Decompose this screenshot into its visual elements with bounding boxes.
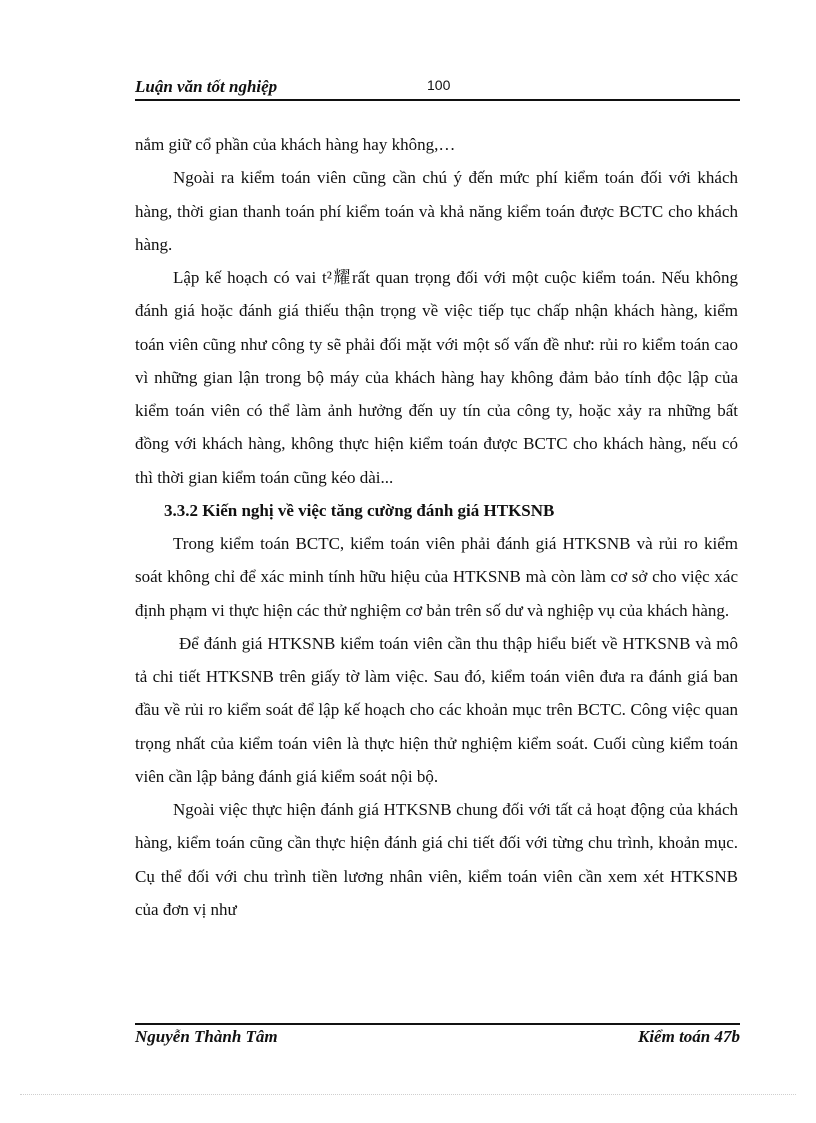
paragraph-audit-fee: Ngoài ra kiểm toán viên cũng cần chú ý đến mức phí kiểm toán đối với khách hàng, thời gian thanh toán phí kiểm toán và khả năng kiểm toán được BCTC cho khách hàng.	[135, 168, 738, 254]
paragraph-planning: Lập kế hoạch có vai t²耀rất quan trọng đối với một cuộc kiểm toán. Nếu không đánh giá hoặc đánh giá thiếu thận trọng về việc tiếp tục chấp nhận khách hàng, kiểm toán viên cũng như công ty sẽ phải đối mặt với một số vấn đề như: rủi ro kiểm toán cao vì những gian lận trong bộ máy của khách hàng hay không đảm bảo tính độc lập của kiểm toán viên có thể làm ảnh hưởng đến uy tín của công ty, hoặc xảy ra những bất đồng với khách hàng, không thực hiện kiểm toán được BCTC cho khách hàng, nếu có thì thời gian kiểm toán cũng kéo dài...	[135, 268, 738, 487]
page-edge-line	[20, 1094, 796, 1095]
thesis-title: Luận văn tốt nghiệp	[135, 77, 278, 96]
paragraph-control-risk: Trong kiểm toán BCTC, kiểm toán viên phải đánh giá HTKSNB và rủi ro kiểm soát không chỉ để xác minh tính hữu hiệu của HTKSNB mà còn làm cơ sở cho việc xác định phạm vi thực hiện các thử nghiệm cơ bản trên số dư và nghiệp vụ của khách hàng.	[135, 534, 738, 620]
section-heading: 3.3.2 Kiến nghị về việc tăng cường đánh giá HTKSNB	[164, 500, 555, 520]
class-label: Kiểm toán 47b	[637, 1027, 740, 1046]
page-number: 100	[427, 77, 451, 93]
page-header	[135, 76, 740, 100]
paragraph-continuation: nắm giữ cổ phần của khách hàng hay không,…	[135, 135, 456, 154]
page-footer	[135, 1026, 740, 1050]
paragraph-payroll-cycle: Ngoài việc thực hiện đánh giá HTKSNB chung đối với tất cả hoạt động của khách hàng, kiểm toán cũng cần thực hiện đánh giá chi tiết đối với từng chu trình, khoản mục. Cụ thể đối với chu trình tiền lương nhân viên, kiểm toán viên cần xem xét HTKSNB của đơn vị như	[135, 800, 738, 919]
author-name: Nguyễn Thành Tâm	[135, 1027, 278, 1046]
document-body	[135, 128, 738, 926]
header-divider	[135, 99, 740, 101]
paragraph-evaluation-steps: Để đánh giá HTKSNB kiểm toán viên cần thu thập hiểu biết về HTKSNB và mô tả chi tiết HTKSNB trên giấy tờ làm việc. Sau đó, kiểm toán viên đưa ra đánh giá ban đầu về rủi ro kiểm soát để lập kế hoạch cho các khoản mục trên BCTC. Công việc quan trọng nhất của kiểm toán viên là thực hiện thử nghiệm kiểm soát. Cuối cùng kiểm toán viên cần lập bảng đánh giá kiểm soát nội bộ.	[135, 633, 738, 786]
footer-divider	[135, 1023, 740, 1025]
